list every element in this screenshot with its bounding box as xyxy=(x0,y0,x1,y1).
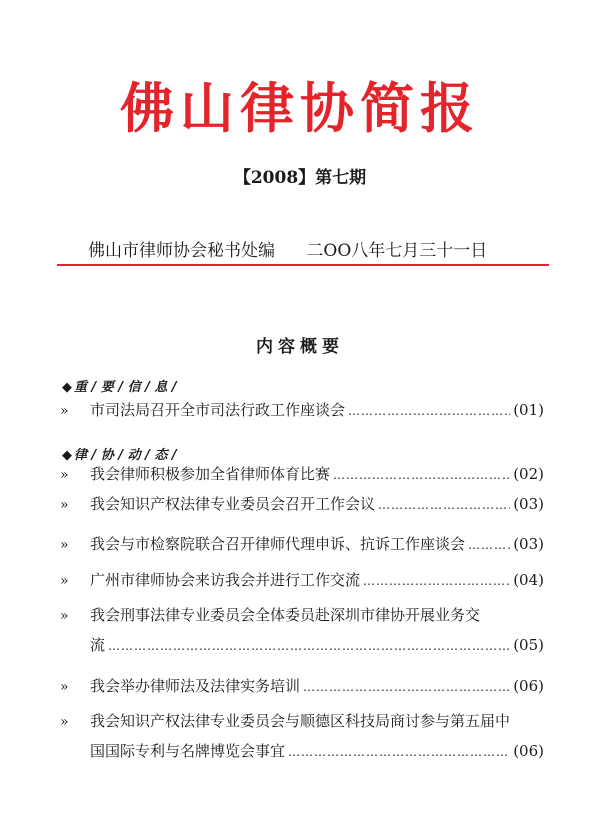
section-heading-association-news: ◆ 律 / 协 / 动 / 态 / xyxy=(62,448,177,463)
toc-entry-page: (06) xyxy=(513,677,544,695)
toc-entry-text-continued: 国国际专利与名牌博览会事宜 xyxy=(90,742,286,760)
issue-date: 二OO八年七月三十一日 xyxy=(306,241,488,261)
toc-entry-text: 我会举办律师法及法律实务培训 xyxy=(90,677,301,695)
toc-entry[interactable] xyxy=(60,604,544,655)
double-chevron-icon: » xyxy=(60,573,69,589)
editor-line xyxy=(88,236,487,261)
toc-entry[interactable] xyxy=(60,675,544,696)
leader-dots xyxy=(108,639,510,653)
toc-entry[interactable] xyxy=(60,533,544,554)
toc-entry-text: 我会与市检察院联合召开律师代理申诉、抗诉工作座谈会 xyxy=(90,535,466,553)
toc-entry[interactable] xyxy=(60,463,544,484)
editor-name: 佛山市律师协会秘书处编 xyxy=(88,241,275,261)
toc-entry[interactable] xyxy=(60,710,544,761)
toc-entry-page: (05) xyxy=(513,636,544,654)
toc-entry-page: (06) xyxy=(513,742,544,760)
double-chevron-icon: » xyxy=(60,714,69,730)
double-chevron-icon: » xyxy=(60,608,69,624)
double-chevron-icon: » xyxy=(60,537,69,553)
double-chevron-icon: » xyxy=(60,497,69,513)
double-chevron-icon: » xyxy=(60,467,69,483)
leader-dots xyxy=(468,538,510,552)
toc-entry[interactable] xyxy=(60,399,544,420)
diamond-icon: ◆ xyxy=(62,380,72,395)
toc-entry-text: 我会律师积极参加全省律师体育比赛 xyxy=(90,465,331,483)
toc-entry-text: 我会知识产权法律专业委员会召开工作会议 xyxy=(90,495,376,513)
toc-entry[interactable] xyxy=(60,569,544,590)
toc-entry-page: (03) xyxy=(513,535,544,553)
leader-dots xyxy=(348,404,510,418)
double-chevron-icon: » xyxy=(60,403,69,419)
leader-dots xyxy=(288,745,510,759)
issue-number: 【2008】第七期 xyxy=(233,168,367,188)
leader-dots xyxy=(303,680,510,694)
toc-entry-page: (01) xyxy=(513,401,544,419)
bulletin-title: 佛山律协简报 xyxy=(120,77,480,140)
toc-entry-text-continued: 流 xyxy=(90,636,106,654)
leader-dots xyxy=(378,498,510,512)
toc-entry-text: 我会刑事法律专业委员会全体委员赴深圳市律协开展业务交 xyxy=(90,606,481,624)
diamond-icon: ◆ xyxy=(62,448,72,463)
toc-title: 内容概要 xyxy=(256,337,344,357)
toc-entry-page: (04) xyxy=(513,571,544,589)
double-chevron-icon: » xyxy=(60,679,69,695)
toc-entry-text: 市司法局召开全市司法行政工作座谈会 xyxy=(90,401,346,419)
leader-dots xyxy=(363,574,510,588)
toc-entry-page: (02) xyxy=(513,465,544,483)
toc-entry-text: 广州市律师协会来访我会并进行工作交流 xyxy=(90,571,361,589)
section-heading-important-news: ◆ 重 / 要 / 信 / 息 / xyxy=(62,380,177,395)
leader-dots xyxy=(333,468,510,482)
toc-entry[interactable] xyxy=(60,493,544,514)
red-divider xyxy=(57,264,549,266)
toc-entry-page: (03) xyxy=(513,495,544,513)
toc-entry-text: 我会知识产权法律专业委员会与顺德区科技局商讨参与第五届中 xyxy=(90,712,511,730)
